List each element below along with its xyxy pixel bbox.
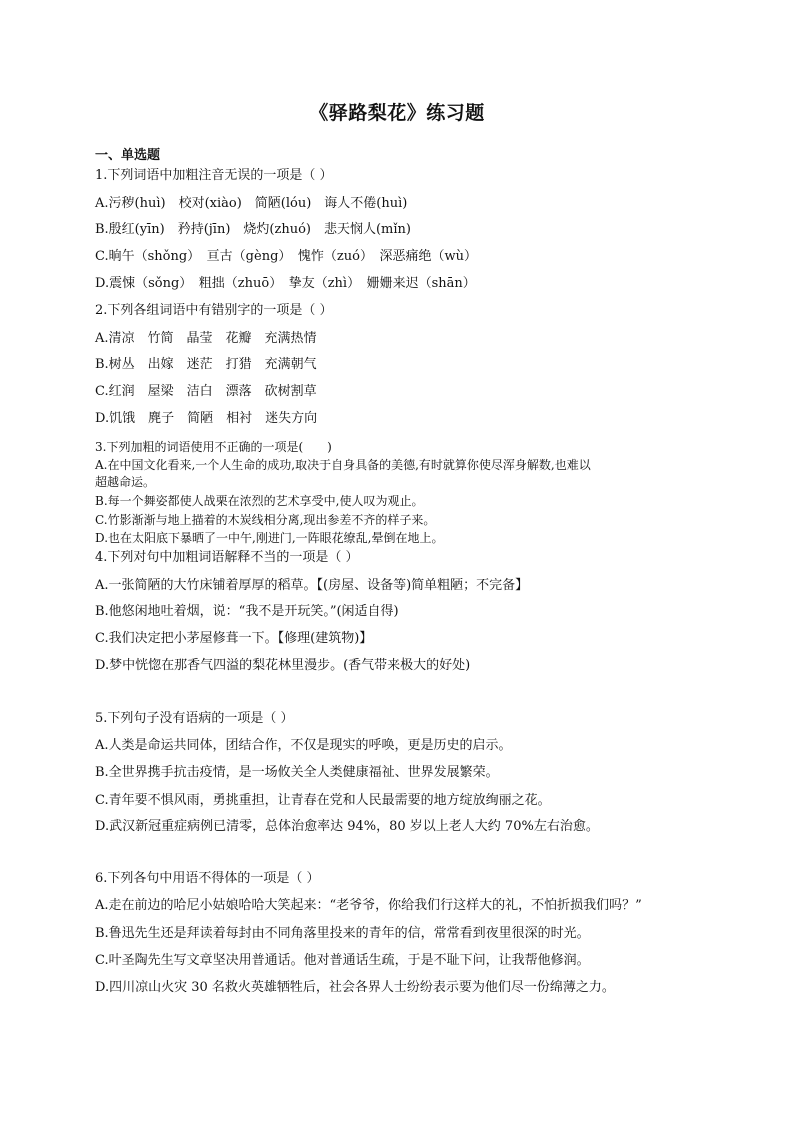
question-3-option-c: C.竹影渐渐与地上描着的木炭线相分离,现出参差不齐的样子来。 <box>95 513 436 527</box>
question-3-option-d: D.也在太阳底下暴晒了一中午,刚进门,一阵眼花缭乱,晕倒在地上。 <box>95 531 444 545</box>
question-5-option-b: B.全世界携手抗击疫情，是一场攸关全人类健康福祉、世界发展繁荣。 <box>95 765 499 780</box>
question-3-option-a-cont: 超越命运。 <box>95 475 156 489</box>
document-title: 《驿路梨花》练习题 <box>309 102 485 124</box>
section-heading: 一、单选题 <box>95 148 161 163</box>
question-2-stem: 2.下列各组词语中有错别字的一项是（ ） <box>95 303 333 318</box>
question-1-option-a: A.污秽(huì) 校对(xiào) 简陋(lóu) 诲人不倦(huì) <box>95 196 408 211</box>
question-2-option-a: A.清凉 竹简 晶莹 花瓣 充满热情 <box>95 331 317 346</box>
question-5-stem: 5.下列句子没有语病的一项是（ ） <box>95 711 294 726</box>
question-4-stem: 4.下列对句中加粗词语解释不当的一项是（ ） <box>95 550 359 565</box>
question-1-option-c: C.晌午（shǒng） 亘古（gèng） 愧怍（zuó） 深恶痛绝（wù） <box>95 249 477 264</box>
question-3-option-a: A.在中国文化看来,一个人生命的成功,取决于自身具备的美德,有时就算你使尽浑身解数,也难以 <box>95 458 591 472</box>
question-5-option-a: A.人类是命运共同体，团结合作，不仅是现实的呼唤，更是历史的启示。 <box>95 738 512 753</box>
question-6-option-c: C.叶圣陶先生写文章坚决用普通话。他对普通话生疏，于是不耻下问，让我帮他修润。 <box>95 953 590 968</box>
question-4-option-d: D.梦中恍惚在那香气四溢的梨花林里漫步。(香气带来极大的好处) <box>95 658 471 673</box>
question-6-option-b: B.鲁迅先生还是拜读着每封由不同角落里投来的青年的信，常常看到夜里很深的时光。 <box>95 926 590 941</box>
question-5-option-d: D.武汉新冠重症病例已清零，总体治愈率达 94%，80 岁以上老人大约 70%左右治愈。 <box>95 819 599 834</box>
question-5-option-c: C.青年要不惧风雨，勇挑重担，让青春在党和人民最需要的地方绽放绚丽之花。 <box>95 793 551 808</box>
question-4-option-a: A.一张简陋的大竹床铺着厚厚的稻草。【(房屋、设备等)简单粗陋；不完备】 <box>95 578 529 593</box>
question-1-option-b: B.殷红(yīn) 矜持(jīn) 烧灼(zhuó) 悲天悯人(mǐn) <box>95 222 411 237</box>
question-6-stem: 6.下列各句中用语不得体的一项是（ ） <box>95 871 320 886</box>
question-4-option-b: B.他悠闲地吐着烟，说：“我不是开玩笑。”(闲适自得) <box>95 604 399 619</box>
question-2-option-d: D.饥饿 麂子 简陋 相衬 迷失方向 <box>95 411 318 426</box>
question-6-option-d: D.四川凉山火灾 30 名救火英雄牺牲后，社会各界人士纷纷表示要为他们尽一份绵薄之力。 <box>95 980 615 995</box>
question-2-option-c: C.红润 屋梁 洁白 漂落 砍树割草 <box>95 384 317 399</box>
question-2-option-b: B.树丛 出嫁 迷茫 打猎 充满朝气 <box>95 357 317 372</box>
question-3-option-b: B.每一个舞姿都使人战栗在浓烈的艺术享受中,使人叹为观止。 <box>95 494 424 508</box>
question-1-stem: 1.下列词语中加粗注音无误的一项是（ ） <box>95 168 333 183</box>
question-6-option-a: A.走在前边的哈尼小姑娘哈哈大笑起来：“老爷爷，你给我们行这样大的礼，不怕折损我们吗？” <box>95 898 642 913</box>
question-1-option-d: D.震悚（sǒng） 粗拙（zhuō） 挚友（zhì） 姗姗来迟（shān） <box>95 276 476 291</box>
question-3-stem: 3.下列加粗的词语使用不正确的一项是( ) <box>95 440 332 454</box>
question-4-option-c: C.我们决定把小茅屋修葺一下。【修理(建筑物)】 <box>95 631 373 646</box>
